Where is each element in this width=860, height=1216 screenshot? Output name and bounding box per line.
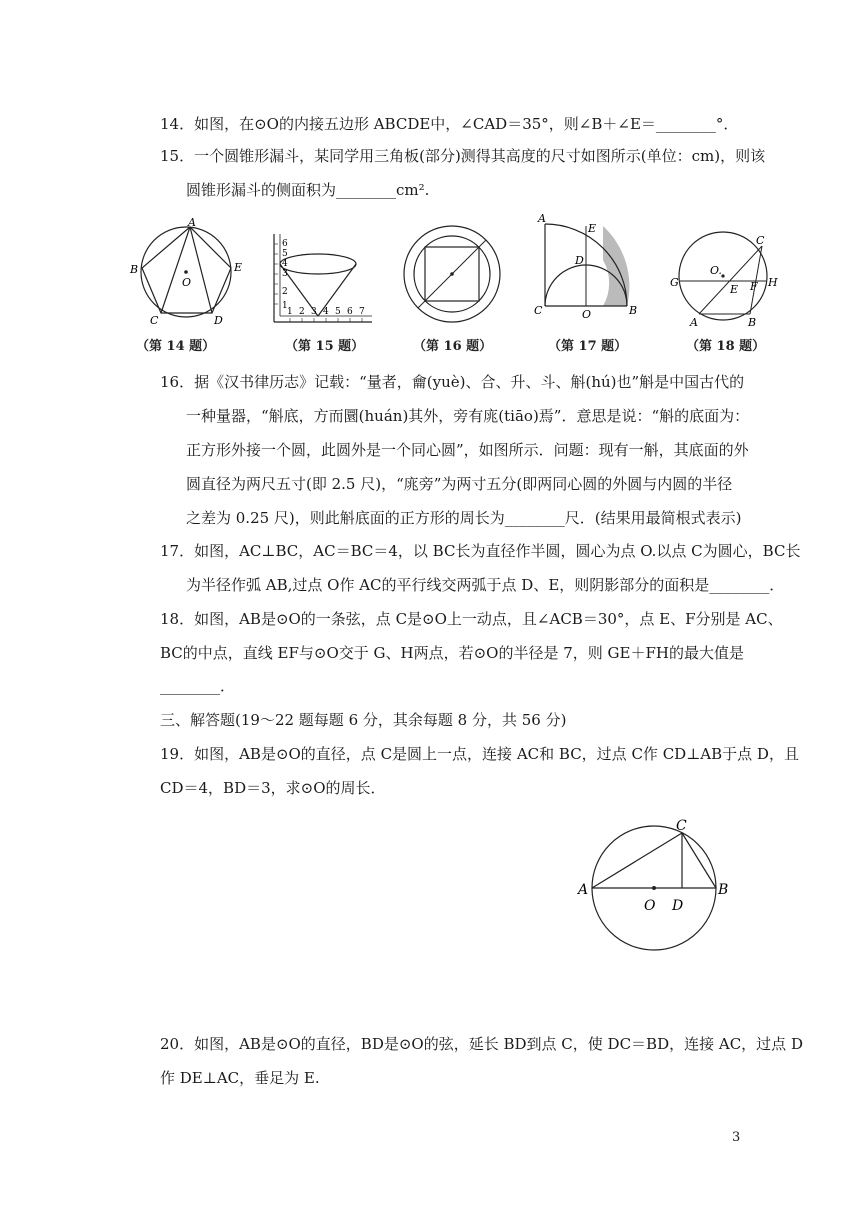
q19-line-1: 19．如图，AB是⊙O的直径，点 C是圆上一点，连接 AC和 BC，过点 C作 CD⊥AB于点 D，且 <box>160 745 799 763</box>
label-o: O <box>644 898 656 914</box>
label-b: B <box>718 882 729 898</box>
label-o: O <box>582 308 592 321</box>
figure-17 <box>530 210 646 322</box>
label-o: O <box>182 276 192 289</box>
q16-line-3: 正方形外接一个圆，此圆外是一个同心圆”，如图所示．问题：现有一斛，其底面的外 <box>186 441 749 459</box>
figure-18 <box>664 226 784 330</box>
figure-15 <box>268 224 378 328</box>
figure-16 <box>400 222 504 326</box>
q17-line-1: 17．如图，AC⊥BC，AC＝BC＝4，以 BC长为直径作半圆，圆心为点 O.以点 C为圆心，BC长 <box>160 542 801 560</box>
htick-3: 3 <box>311 307 317 317</box>
q18-line-3: ________． <box>160 677 236 695</box>
label-c: C <box>150 314 159 326</box>
htick-1: 1 <box>287 307 293 317</box>
q18-line-2: BC的中点，直线 EF与⊙O交于 G、H两点，若⊙O的半径是 7，则 GE＋FH的最大值是 <box>160 644 744 662</box>
q17-line-2: 为半径作弧 AB,过点 O作 AC的平行线交两弧于点 D、E，则阴影部分的面积是________． <box>186 576 785 594</box>
label-h: H <box>768 276 778 289</box>
htick-2: 2 <box>299 307 305 317</box>
label-d: D <box>672 898 684 914</box>
label-e: E <box>588 222 597 235</box>
q16-line-2: 一种量器，“斛底，方而圜(huán)其外，旁有庣(tiāo)焉”．意思是说：“斛的底面为： <box>186 407 750 425</box>
label-a: A <box>538 212 546 225</box>
caption-18: （第 18 题） <box>686 339 766 354</box>
q16-line-1: 16．据《汉书律历志》记载：“量者，龠(yuè)、合、升、斗、斛(hú)也”斛是中国古代的 <box>160 373 745 391</box>
vtick-4: 4 <box>282 259 288 269</box>
caption-14: （第 14 题） <box>136 339 216 354</box>
label-d: D <box>575 254 584 267</box>
q20-line-1: 20．如图，AB是⊙O的直径，BD是⊙O的弦，延长 BD到点 C，使 DC＝BD，连接 AC，过点 D <box>160 1035 803 1053</box>
label-e: E <box>234 261 243 274</box>
section-heading: 三、解答题(19～22 题每题 6 分，其余每题 8 分，共 56 分) <box>160 711 567 729</box>
label-c: C <box>756 234 765 247</box>
q15-line-2: 圆锥形漏斗的侧面积为________cm². <box>186 181 430 199</box>
label-d: D <box>214 314 223 326</box>
q20-line-2: 作 DE⊥AC，垂足为 E. <box>160 1069 320 1087</box>
figure-14 <box>124 216 254 326</box>
htick-5: 5 <box>335 307 341 317</box>
label-b: B <box>130 263 139 276</box>
label-b: B <box>748 316 757 329</box>
label-a: A <box>690 316 698 329</box>
label-o: O. <box>710 264 722 277</box>
label-a: A <box>188 216 196 229</box>
vtick-2: 2 <box>282 287 288 297</box>
htick-4: 4 <box>323 307 329 317</box>
caption-17: （第 17 题） <box>548 339 628 354</box>
label-f: F <box>750 280 758 293</box>
caption-16: （第 16 题） <box>413 339 493 354</box>
q16-line-4: 圆直径为两尺五寸(即 2.5 尺)，“庣旁”为两寸五分(即两同心圆的外圆与内圆的半径 <box>186 475 733 493</box>
q16-line-5: 之差为 0.25 尺)，则此斛底面的正方形的周长为________尺．(结果用最简根式表示) <box>186 509 742 527</box>
label-c: C <box>534 304 543 317</box>
label-b: B <box>629 304 638 317</box>
label-a: A <box>578 882 589 898</box>
vtick-6: 6 <box>282 239 288 249</box>
figure-19 <box>574 818 734 958</box>
vtick-5: 5 <box>282 249 288 259</box>
caption-15: （第 15 题） <box>285 339 365 354</box>
q14-line: 14．如图，在⊙O的内接五边形 ABCDE中，∠CAD＝35°，则∠B＋∠E＝________°． <box>160 115 739 133</box>
page-number: 3 <box>732 1130 741 1145</box>
htick-6: 6 <box>347 307 353 317</box>
label-e: E <box>730 283 739 296</box>
vtick-1: 1 <box>282 301 288 311</box>
q15-line-1: 15．一个圆锥形漏斗，某同学用三角板(部分)测得其高度的尺寸如图所示(单位：cm)，则该 <box>160 147 766 165</box>
label-c: C <box>676 818 687 834</box>
q18-line-1: 18．如图，AB是⊙O的一条弦，点 C是⊙O上一动点，且∠ACB＝30°，点 E、F分别是 AC、 <box>160 610 783 628</box>
q19-line-2: CD＝4，BD＝3，求⊙O的周长． <box>160 779 386 797</box>
htick-7: 7 <box>359 307 365 317</box>
label-g: G <box>670 276 679 289</box>
vtick-3: 3 <box>282 269 288 279</box>
